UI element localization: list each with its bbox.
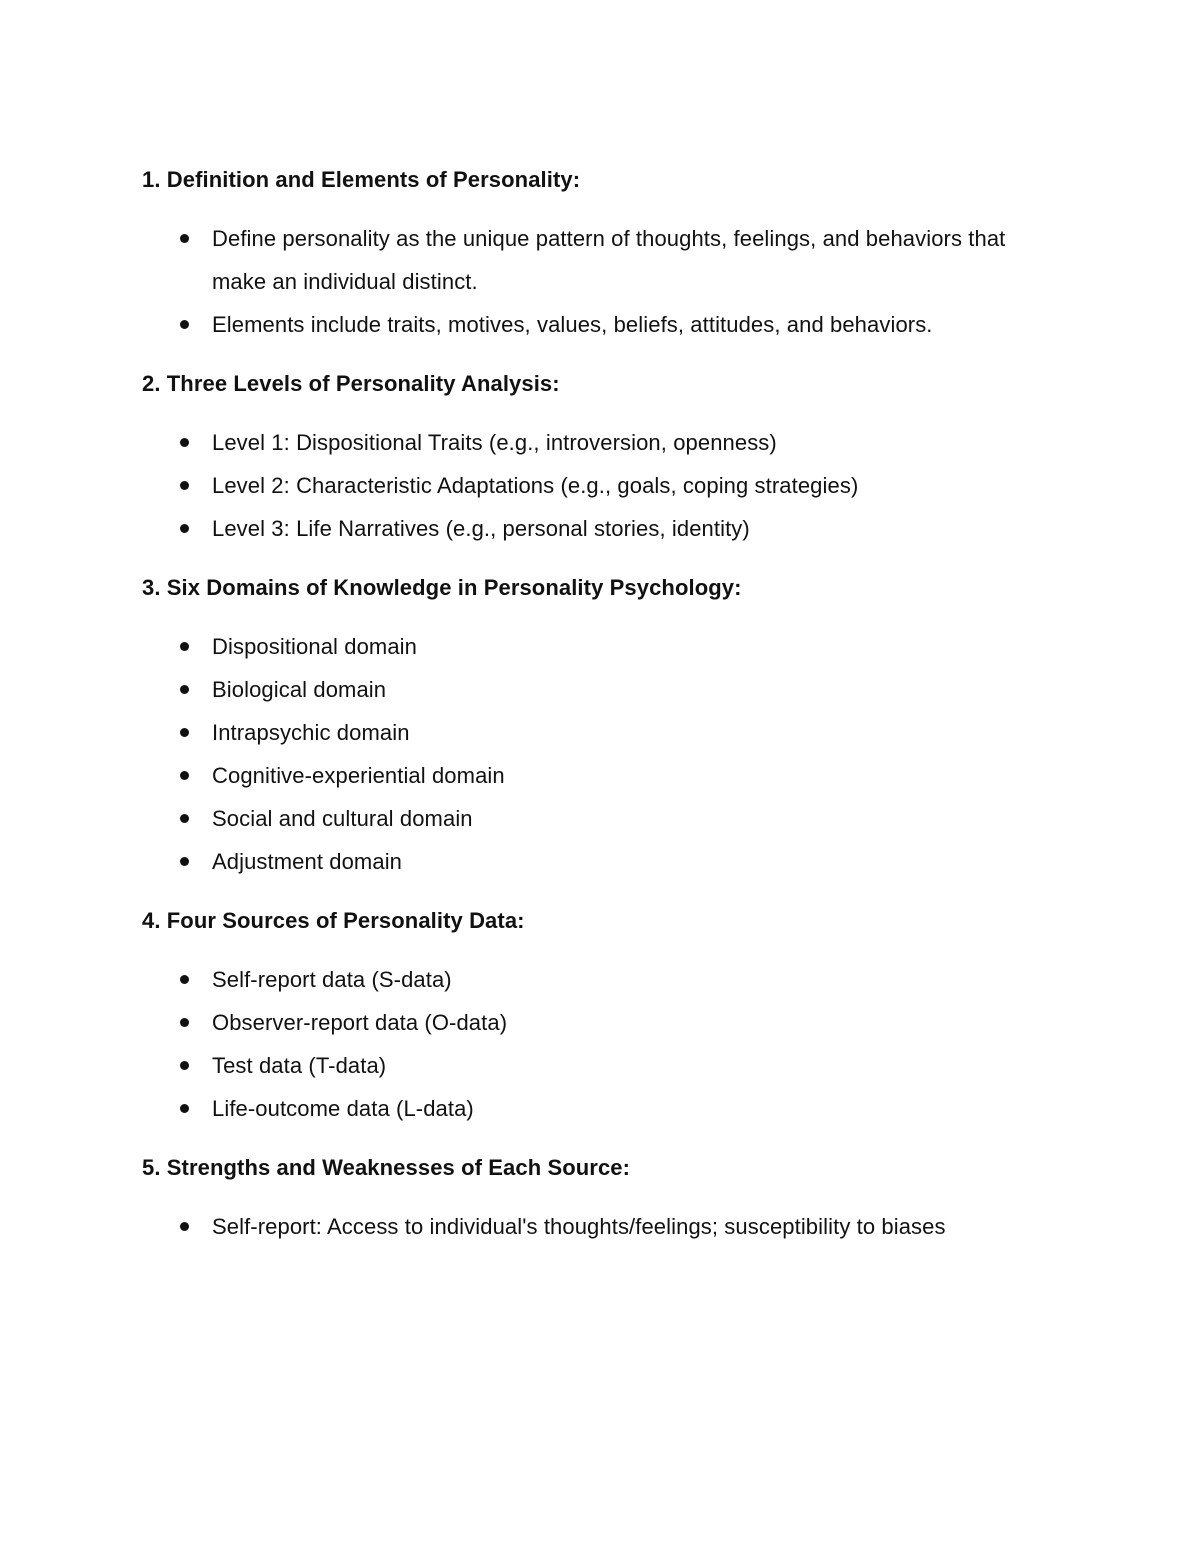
list-item (142, 1205, 1022, 1248)
list-item (142, 1087, 1042, 1130)
section-heading: 1. Definition and Elements of Personality: (142, 167, 581, 192)
bullet-icon (180, 234, 189, 243)
list-item-text: Adjustment domain (212, 849, 403, 874)
list-item-text: Self-report: Access to individual's thoughts/feelings; susceptibility to biases (212, 1214, 946, 1239)
list-item (142, 217, 1012, 303)
list-item-text: Biological domain (212, 677, 387, 702)
bullet-icon (180, 1222, 189, 1231)
list-item (142, 625, 1042, 668)
section-4 (142, 904, 1042, 1130)
list-item-text: Intrapsychic domain (212, 720, 410, 745)
list-item-text: Self-report data (S-data) (212, 967, 452, 992)
list-item-text: Define personality as the unique pattern of thoughts, feelings, and behaviors that make an individual distinct. (212, 226, 1006, 294)
bullet-list (142, 421, 1042, 550)
bullet-icon (180, 481, 189, 490)
bullet-icon (180, 814, 189, 823)
list-item-text: Life-outcome data (L-data) (212, 1096, 474, 1121)
document-content (142, 163, 1042, 1269)
bullet-list (142, 958, 1042, 1130)
list-item-text: Elements include traits, motives, values, beliefs, attitudes, and behaviors. (212, 312, 933, 337)
bullet-list (142, 1205, 1042, 1248)
bullet-icon (180, 1018, 189, 1027)
list-item-text: Level 2: Characteristic Adaptations (e.g., goals, coping strategies) (212, 473, 859, 498)
section-heading: 5. Strengths and Weaknesses of Each Source: (142, 1155, 631, 1180)
bullet-icon (180, 1061, 189, 1070)
section-heading: 2. Three Levels of Personality Analysis: (142, 371, 560, 396)
list-item (142, 840, 1042, 883)
bullet-icon (180, 685, 189, 694)
bullet-icon (180, 320, 189, 329)
list-item (142, 1001, 1042, 1044)
bullet-icon (180, 975, 189, 984)
list-item (142, 1044, 1042, 1087)
section-2 (142, 367, 1042, 550)
list-item-text: Test data (T-data) (212, 1053, 387, 1078)
section-1 (142, 163, 1042, 346)
list-item-text: Level 1: Dispositional Traits (e.g., introversion, openness) (212, 430, 777, 455)
list-item (142, 464, 1042, 507)
list-item (142, 958, 1042, 1001)
bullet-icon (180, 1104, 189, 1113)
section-heading: 4. Four Sources of Personality Data: (142, 908, 525, 933)
bullet-list (142, 217, 1042, 346)
bullet-icon (180, 771, 189, 780)
bullet-icon (180, 728, 189, 737)
list-item (142, 797, 1042, 840)
section-5 (142, 1151, 1042, 1248)
bullet-icon (180, 524, 189, 533)
bullet-icon (180, 857, 189, 866)
section-heading: 3. Six Domains of Knowledge in Personality Psychology: (142, 575, 742, 600)
bullet-list (142, 625, 1042, 883)
list-item-text: Level 3: Life Narratives (e.g., personal stories, identity) (212, 516, 750, 541)
bullet-icon (180, 438, 189, 447)
list-item-text: Observer-report data (O-data) (212, 1010, 508, 1035)
list-item (142, 507, 1042, 550)
list-item (142, 303, 972, 346)
list-item (142, 668, 1042, 711)
list-item (142, 421, 1042, 464)
list-item-text: Cognitive-experiential domain (212, 763, 505, 788)
list-item (142, 754, 1042, 797)
list-item-text: Social and cultural domain (212, 806, 473, 831)
section-3 (142, 571, 1042, 883)
list-item (142, 711, 1042, 754)
bullet-icon (180, 642, 189, 651)
list-item-text: Dispositional domain (212, 634, 417, 659)
